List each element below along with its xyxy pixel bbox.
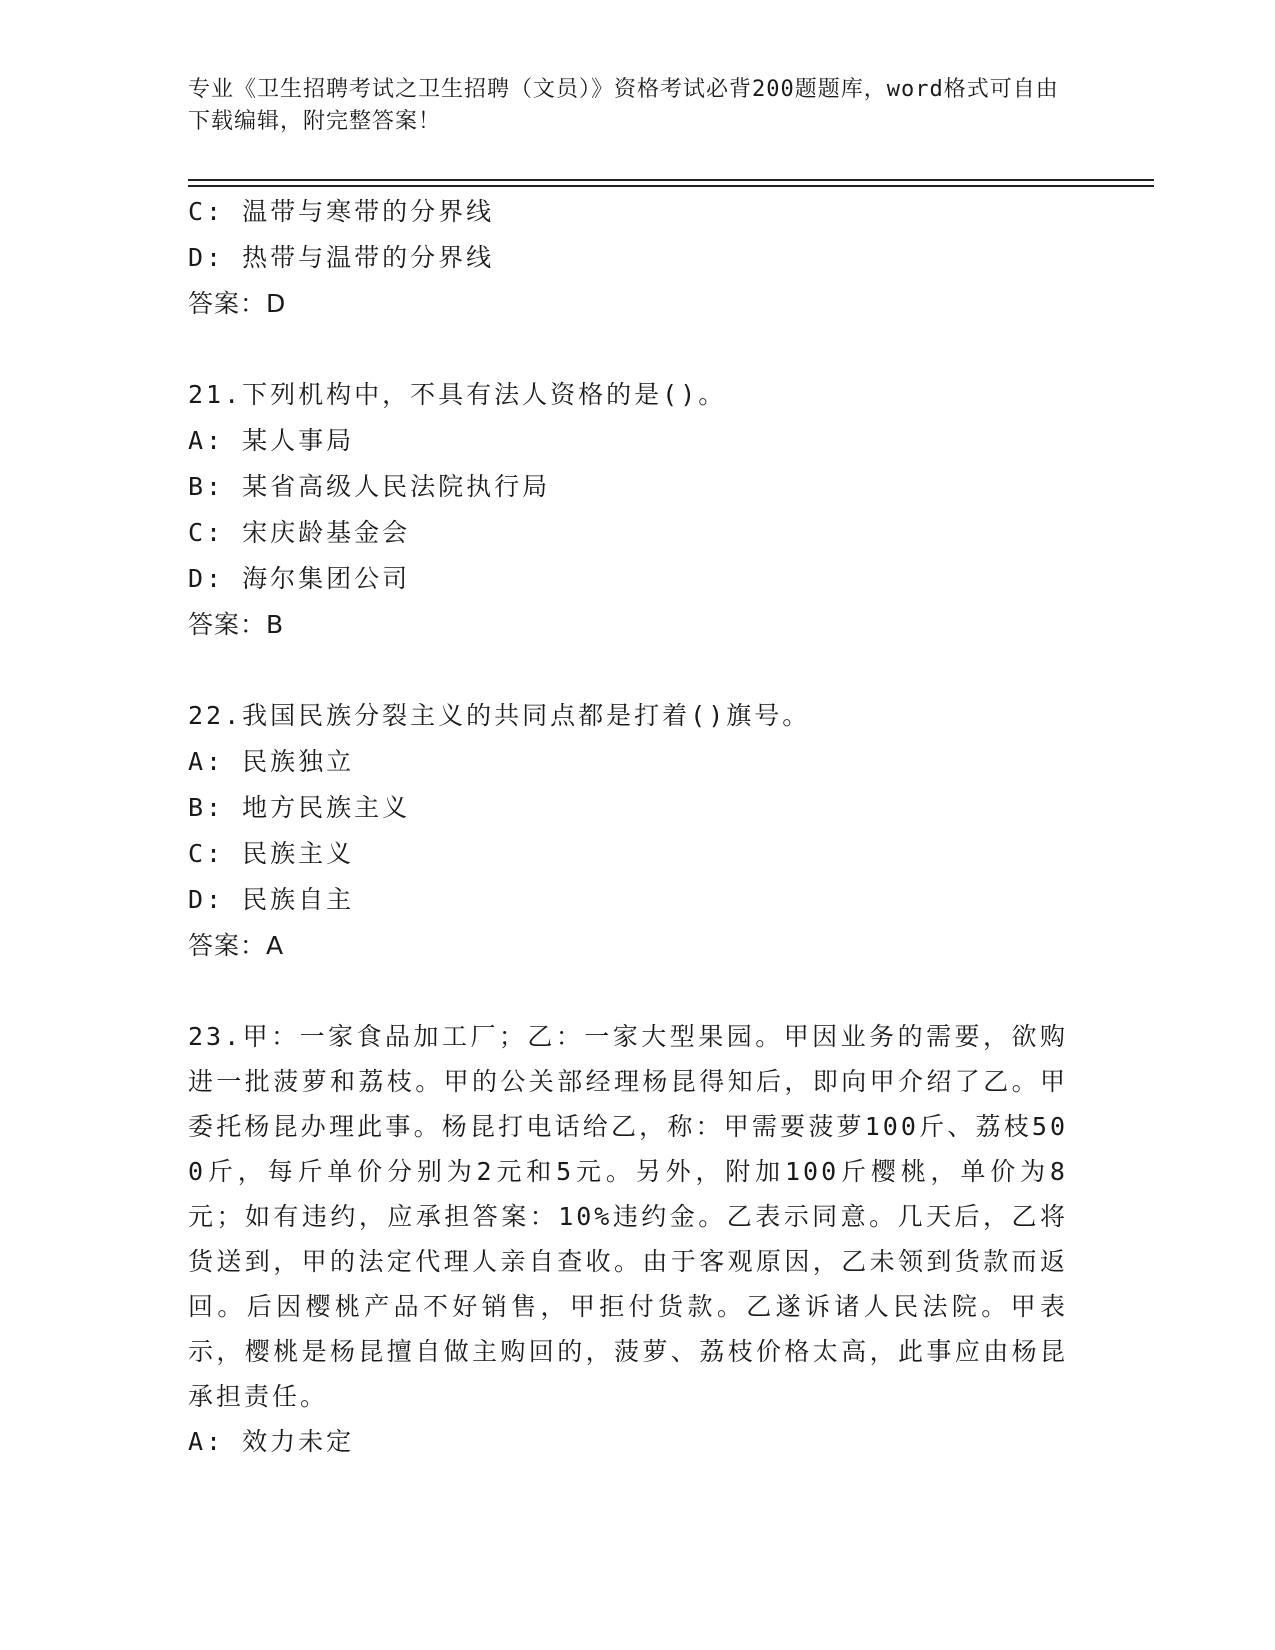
option-c: C: 温带与寒带的分界线 bbox=[188, 197, 495, 226]
document-header: 专业《卫生招聘考试之卫生招聘（文员）》资格考试必背200题题库，word格式可自由下载编辑，附完整答案！ bbox=[188, 77, 1059, 134]
spacer bbox=[188, 327, 1078, 372]
option-d: D: 民族自主 bbox=[188, 885, 355, 914]
question-content bbox=[188, 189, 1078, 1465]
option-d: D: 热带与温带的分界线 bbox=[188, 243, 495, 272]
option-c: C: 宋庆龄基金会 bbox=[188, 518, 411, 547]
header-divider-bottom bbox=[188, 185, 1154, 187]
option-b: B: 某省高级人民法院执行局 bbox=[188, 472, 551, 501]
question-23-stem: 23.甲：一家食品加工厂；乙：一家大型果园。甲因业务的需要，欲购进一批菠萝和荔枝。甲的公关部经理杨昆得知后，即向甲介绍了乙。甲委托杨昆办理此事。杨昆打电话给乙，称：甲需要菠萝100斤、荔枝500斤，每斤单价分别为2元和5元。另外，附加100斤樱桃，单价为8元；如有违约，应承担答案：10%违约金。乙表示同意。几天后，乙将货送到，甲的法定代理人亲自查收。由于客观原因，乙未领到货款而返回。后因樱桃产品不好销售，甲拒付货款。乙遂诉诸人民法院。甲表示，樱桃是杨昆擅自做主购回的，菠萝、荔枝价格太高，此事应由杨昆承担责任。 bbox=[188, 1022, 1068, 1411]
option-a: A: 某人事局 bbox=[188, 426, 355, 455]
answer-line: 答案：A bbox=[188, 931, 285, 960]
option-b: B: 地方民族主义 bbox=[188, 793, 411, 822]
option-a: A: 民族独立 bbox=[188, 747, 355, 776]
question-22-stem: 22.我国民族分裂主义的共同点都是打着()旗号。 bbox=[188, 701, 811, 730]
answer-line: 答案：D bbox=[188, 289, 287, 318]
option-d: D: 海尔集团公司 bbox=[188, 564, 411, 593]
spacer bbox=[188, 648, 1078, 693]
option-c: C: 民族主义 bbox=[188, 839, 355, 868]
spacer bbox=[188, 969, 1078, 1014]
answer-line: 答案：B bbox=[188, 610, 285, 639]
question-21-stem: 21.下列机构中，不具有法人资格的是()。 bbox=[188, 380, 727, 409]
option-a: A: 效力未定 bbox=[188, 1427, 355, 1456]
header-divider-top bbox=[188, 179, 1154, 181]
